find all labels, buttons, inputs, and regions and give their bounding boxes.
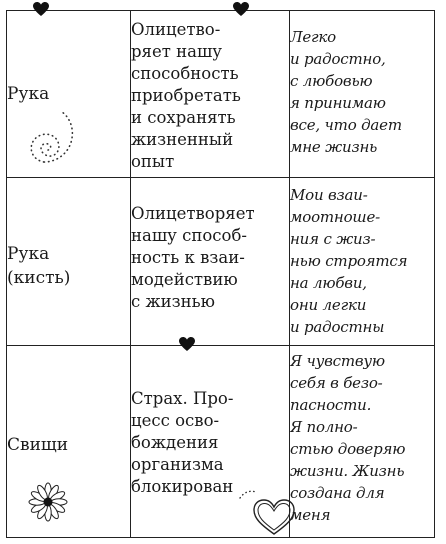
heart-outline-icon: [238, 488, 300, 540]
cause-cell: Олицетво- ряет нашу способность приобретать и сохранять жизненный опыт: [131, 11, 290, 178]
cause-cell: Олицетворяет нашу способ- ность к взаи- модействию с жизнью: [131, 178, 290, 346]
affirmation-cell: Легко и радостно, с любовью я принимаю все, что дает мне жизнь: [290, 11, 435, 178]
term-cell: Свищи: [7, 346, 131, 538]
spiral-icon: [22, 112, 77, 170]
heart-icon: [179, 337, 195, 352]
affirmation-table: [6, 10, 435, 538]
term-cell: Рука: [7, 11, 131, 178]
affirmation-cell: Мои взаи- моотноше- ния с жиз- нью строятся на любви, они легки и радостны: [290, 178, 435, 346]
heart-icon: [33, 2, 49, 17]
cause-cell: Страх. Про- цесс осво- бождения организма блокирован: [131, 346, 290, 538]
term-cell: Рука (кисть): [7, 178, 131, 346]
flower-icon: [28, 482, 68, 522]
affirmation-cell: Я чувствую себя в безо- пасности. Я полно- стью доверяю жизни. Жизнь создана для меня: [290, 346, 435, 538]
table-row: [7, 178, 435, 346]
heart-icon: [233, 2, 249, 17]
table-row: [7, 346, 435, 538]
